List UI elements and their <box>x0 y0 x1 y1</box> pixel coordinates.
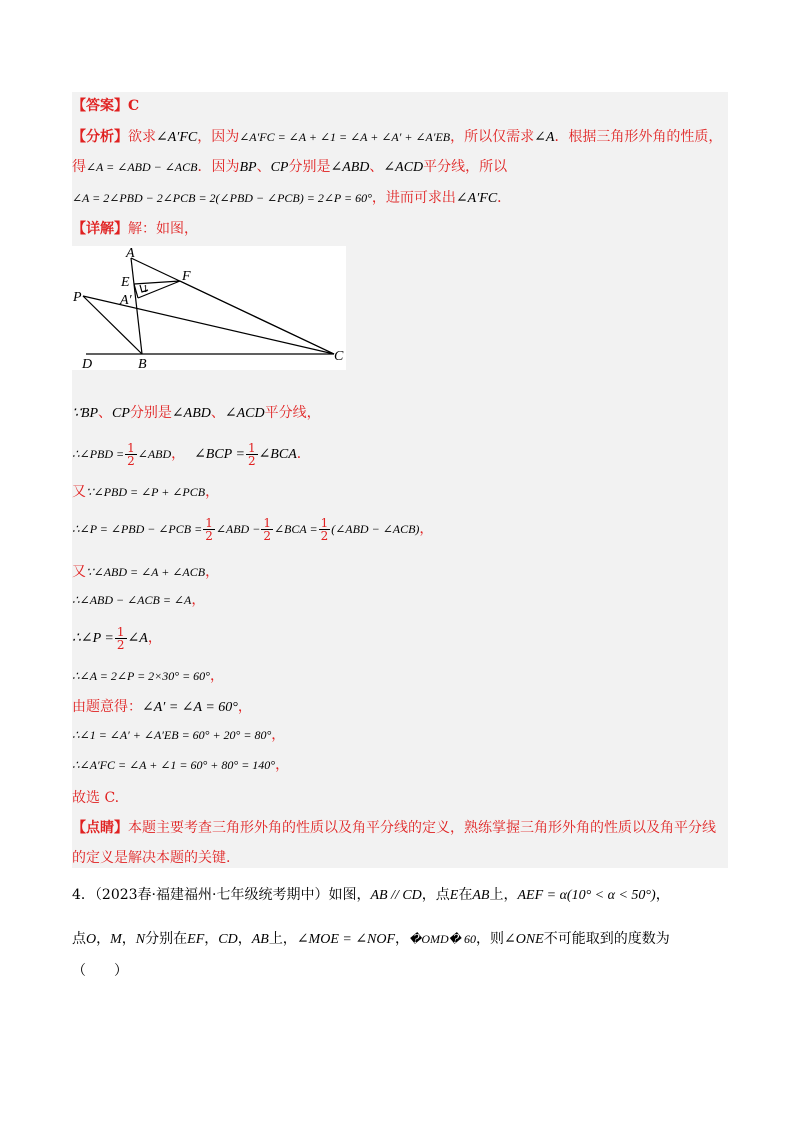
math: �OMD� 60 <box>409 932 476 946</box>
math: BP <box>239 160 257 175</box>
t: 得 <box>72 159 86 175</box>
analysis-label: 【分析】 <box>72 129 128 145</box>
t: ，因为 <box>197 129 240 145</box>
step-3 <box>72 482 219 502</box>
math: CD <box>218 932 238 947</box>
label-A: A <box>126 246 135 261</box>
t: 的定义是解决本题的关键. <box>72 850 231 866</box>
num: 1 <box>116 624 125 639</box>
t: 平分线， <box>264 405 321 421</box>
math: ∵∠ABD = ∠A + ∠ACB <box>86 565 206 579</box>
t: 、 <box>256 159 271 175</box>
t: 、 <box>369 159 384 175</box>
t: 、 <box>98 405 113 421</box>
num: 1 <box>127 440 135 455</box>
math: O <box>86 932 97 947</box>
math: ∠A = 2∠PBD − 2∠PCB = 2(∠PBD − ∠PCB) = 2∠P = 60° <box>72 191 372 205</box>
math: CP <box>112 406 130 421</box>
step-1 <box>72 403 321 424</box>
math: ∠ABD <box>137 447 172 461</box>
step-5 <box>72 562 219 582</box>
math: ∠BCP = <box>194 447 245 462</box>
label-D: D <box>82 357 93 370</box>
t: ， <box>275 757 290 773</box>
analysis-line-2 <box>72 157 507 178</box>
t: ， <box>655 887 670 903</box>
t: ， <box>271 727 286 743</box>
t: 不可能取到的度数为 <box>543 931 670 947</box>
question-line-2 <box>72 928 670 951</box>
label-P: P <box>73 290 82 305</box>
question-line-1 <box>72 884 670 907</box>
math: ∠A′FC <box>455 191 498 206</box>
math: AB <box>472 888 490 903</box>
math: CP <box>270 160 289 175</box>
detail-line <box>72 219 198 239</box>
geometry-diagram <box>72 246 346 370</box>
label-C: C <box>334 349 344 364</box>
t: ． <box>497 190 512 206</box>
math: E <box>449 888 459 903</box>
label-1: 1 <box>143 284 148 295</box>
math: ∠ACD <box>383 160 424 175</box>
math: ∠A <box>534 130 555 145</box>
math: ∠A′FC = ∠A + ∠1 = ∠A + ∠A′ + ∠A′EB <box>239 130 451 144</box>
t: 解：如图， <box>128 221 198 237</box>
answer-label: 【答案】 <box>72 98 128 114</box>
t: 平分线，所以 <box>423 159 508 175</box>
t: ， <box>96 931 111 947</box>
math: ∠A <box>127 631 148 646</box>
step-2 <box>72 436 311 472</box>
math: ∠A′ = ∠A = 60° <box>142 700 238 715</box>
geometry-svg <box>72 246 346 370</box>
math: AB <box>251 932 269 947</box>
answer-paren: （ ） <box>72 963 128 979</box>
line-FC <box>180 281 334 354</box>
answer-value: C <box>128 98 140 114</box>
t: ．根据三角形外角的性质， <box>554 129 723 145</box>
math: ∠A′FC <box>156 130 198 145</box>
math: EF <box>187 932 205 947</box>
t: 本题主要考查三角形外角的性质以及角平分线的定义，熟练掌握三角形外角的性质以及角平分线 <box>128 820 716 836</box>
math: ∠BCA = <box>273 522 318 536</box>
den: 2 <box>263 528 271 543</box>
t: ， <box>205 484 220 500</box>
t: ， <box>395 931 410 947</box>
math: ∴∠P = <box>72 631 114 646</box>
step-7 <box>72 620 162 656</box>
t: 在 <box>458 887 473 903</box>
label-F: F <box>182 269 191 284</box>
math: ∴∠P = ∠PBD − ∠PCB = <box>72 522 203 536</box>
den: 2 <box>116 637 125 652</box>
t: ． <box>296 446 311 462</box>
t: ， <box>237 699 252 715</box>
t: 、 <box>210 405 225 421</box>
step-11 <box>72 755 289 775</box>
math: ∴∠ABD − ∠ACB = ∠A <box>72 593 192 607</box>
step-4 <box>72 511 433 547</box>
t: 欲求 <box>128 129 156 145</box>
num: 1 <box>205 515 213 530</box>
math: ∵BP <box>72 406 99 421</box>
fraction-half <box>319 517 331 542</box>
math: ∵∠PBD = ∠P + ∠PCB <box>86 485 206 499</box>
t: ，进而可求出 <box>371 190 456 206</box>
comment-line-1 <box>72 818 716 838</box>
question-line-3 <box>72 960 128 982</box>
math: AEF = α(10° < α < 50°) <box>517 888 656 903</box>
math: ∠ABD <box>330 160 370 175</box>
t: ，则 <box>475 931 504 947</box>
step-8 <box>72 666 224 686</box>
comment-label: 【点睛】 <box>72 820 128 836</box>
fraction-half <box>125 442 137 467</box>
math: ∠MOE = ∠NOF <box>296 932 396 947</box>
math: M <box>110 932 122 947</box>
t: ， <box>204 931 219 947</box>
t: ， <box>209 668 224 684</box>
math: ∠BCA <box>258 447 297 462</box>
t: ， <box>121 931 136 947</box>
question-number: 4． <box>72 887 95 903</box>
t: 又 <box>72 484 86 500</box>
math: AB // CD <box>370 888 422 903</box>
math: ∠ONE <box>503 932 544 947</box>
t: 由题意得： <box>72 699 142 715</box>
num: 1 <box>247 440 256 455</box>
step-6 <box>72 590 205 610</box>
step-9 <box>72 697 252 718</box>
t: 上， <box>489 887 518 903</box>
math: ∠ACD <box>224 406 265 421</box>
t: 故选 C. <box>72 790 120 806</box>
fraction-half <box>115 626 127 651</box>
num: 1 <box>320 515 329 530</box>
t: ， <box>171 446 186 462</box>
math: ∠A = ∠ABD − ∠ACB <box>86 160 198 174</box>
t: ，点 <box>421 887 450 903</box>
math: ∠ABD <box>171 406 211 421</box>
label-B: B <box>138 357 147 370</box>
t: ， <box>205 564 220 580</box>
t: ， <box>191 592 206 608</box>
line-AB <box>131 258 142 354</box>
comment-line-2 <box>72 848 230 868</box>
analysis-line-3 <box>72 188 511 209</box>
t: 又 <box>72 564 86 580</box>
math: ∴∠A = 2∠P = 2×30° = 60° <box>72 669 210 683</box>
t: 分别是 <box>129 405 172 421</box>
t: ， <box>237 931 252 947</box>
den: 2 <box>205 528 213 543</box>
den: 2 <box>247 453 256 468</box>
t: ，所以仅需求 <box>450 129 535 145</box>
step-10 <box>72 725 285 745</box>
line-PB <box>83 296 142 354</box>
choose-line <box>72 788 119 808</box>
t: ， <box>147 630 162 646</box>
fraction-half <box>261 517 273 542</box>
t: （2023春·福建福州·七年级统考期中）如图， <box>94 887 371 903</box>
t: 分别在 <box>145 931 188 947</box>
math: ∠ABD − <box>215 522 261 536</box>
math: ∴∠PBD = <box>72 447 125 461</box>
den: 2 <box>127 453 135 468</box>
label-E: E <box>121 275 130 290</box>
num: 1 <box>263 515 271 530</box>
t: 分别是 <box>288 159 331 175</box>
t: 上， <box>268 931 297 947</box>
t: ．因为 <box>197 159 240 175</box>
detail-label: 【详解】 <box>72 221 128 237</box>
den: 2 <box>320 528 329 543</box>
t: ， <box>419 521 434 537</box>
answer-line <box>72 96 139 116</box>
fraction-half <box>246 442 258 467</box>
math: ∴∠1 = ∠A′ + ∠A′EB = 60° + 20° = 80° <box>72 728 272 742</box>
t: 点 <box>72 931 86 947</box>
fraction-half <box>203 517 215 542</box>
math: ∴∠A′FC = ∠A + ∠1 = 60° + 80° = 140° <box>72 758 276 772</box>
math: N <box>135 932 146 947</box>
analysis-line-1 <box>72 127 722 148</box>
label-A-prime: A′ <box>120 293 132 308</box>
math: (∠ABD − ∠ACB) <box>331 522 420 536</box>
